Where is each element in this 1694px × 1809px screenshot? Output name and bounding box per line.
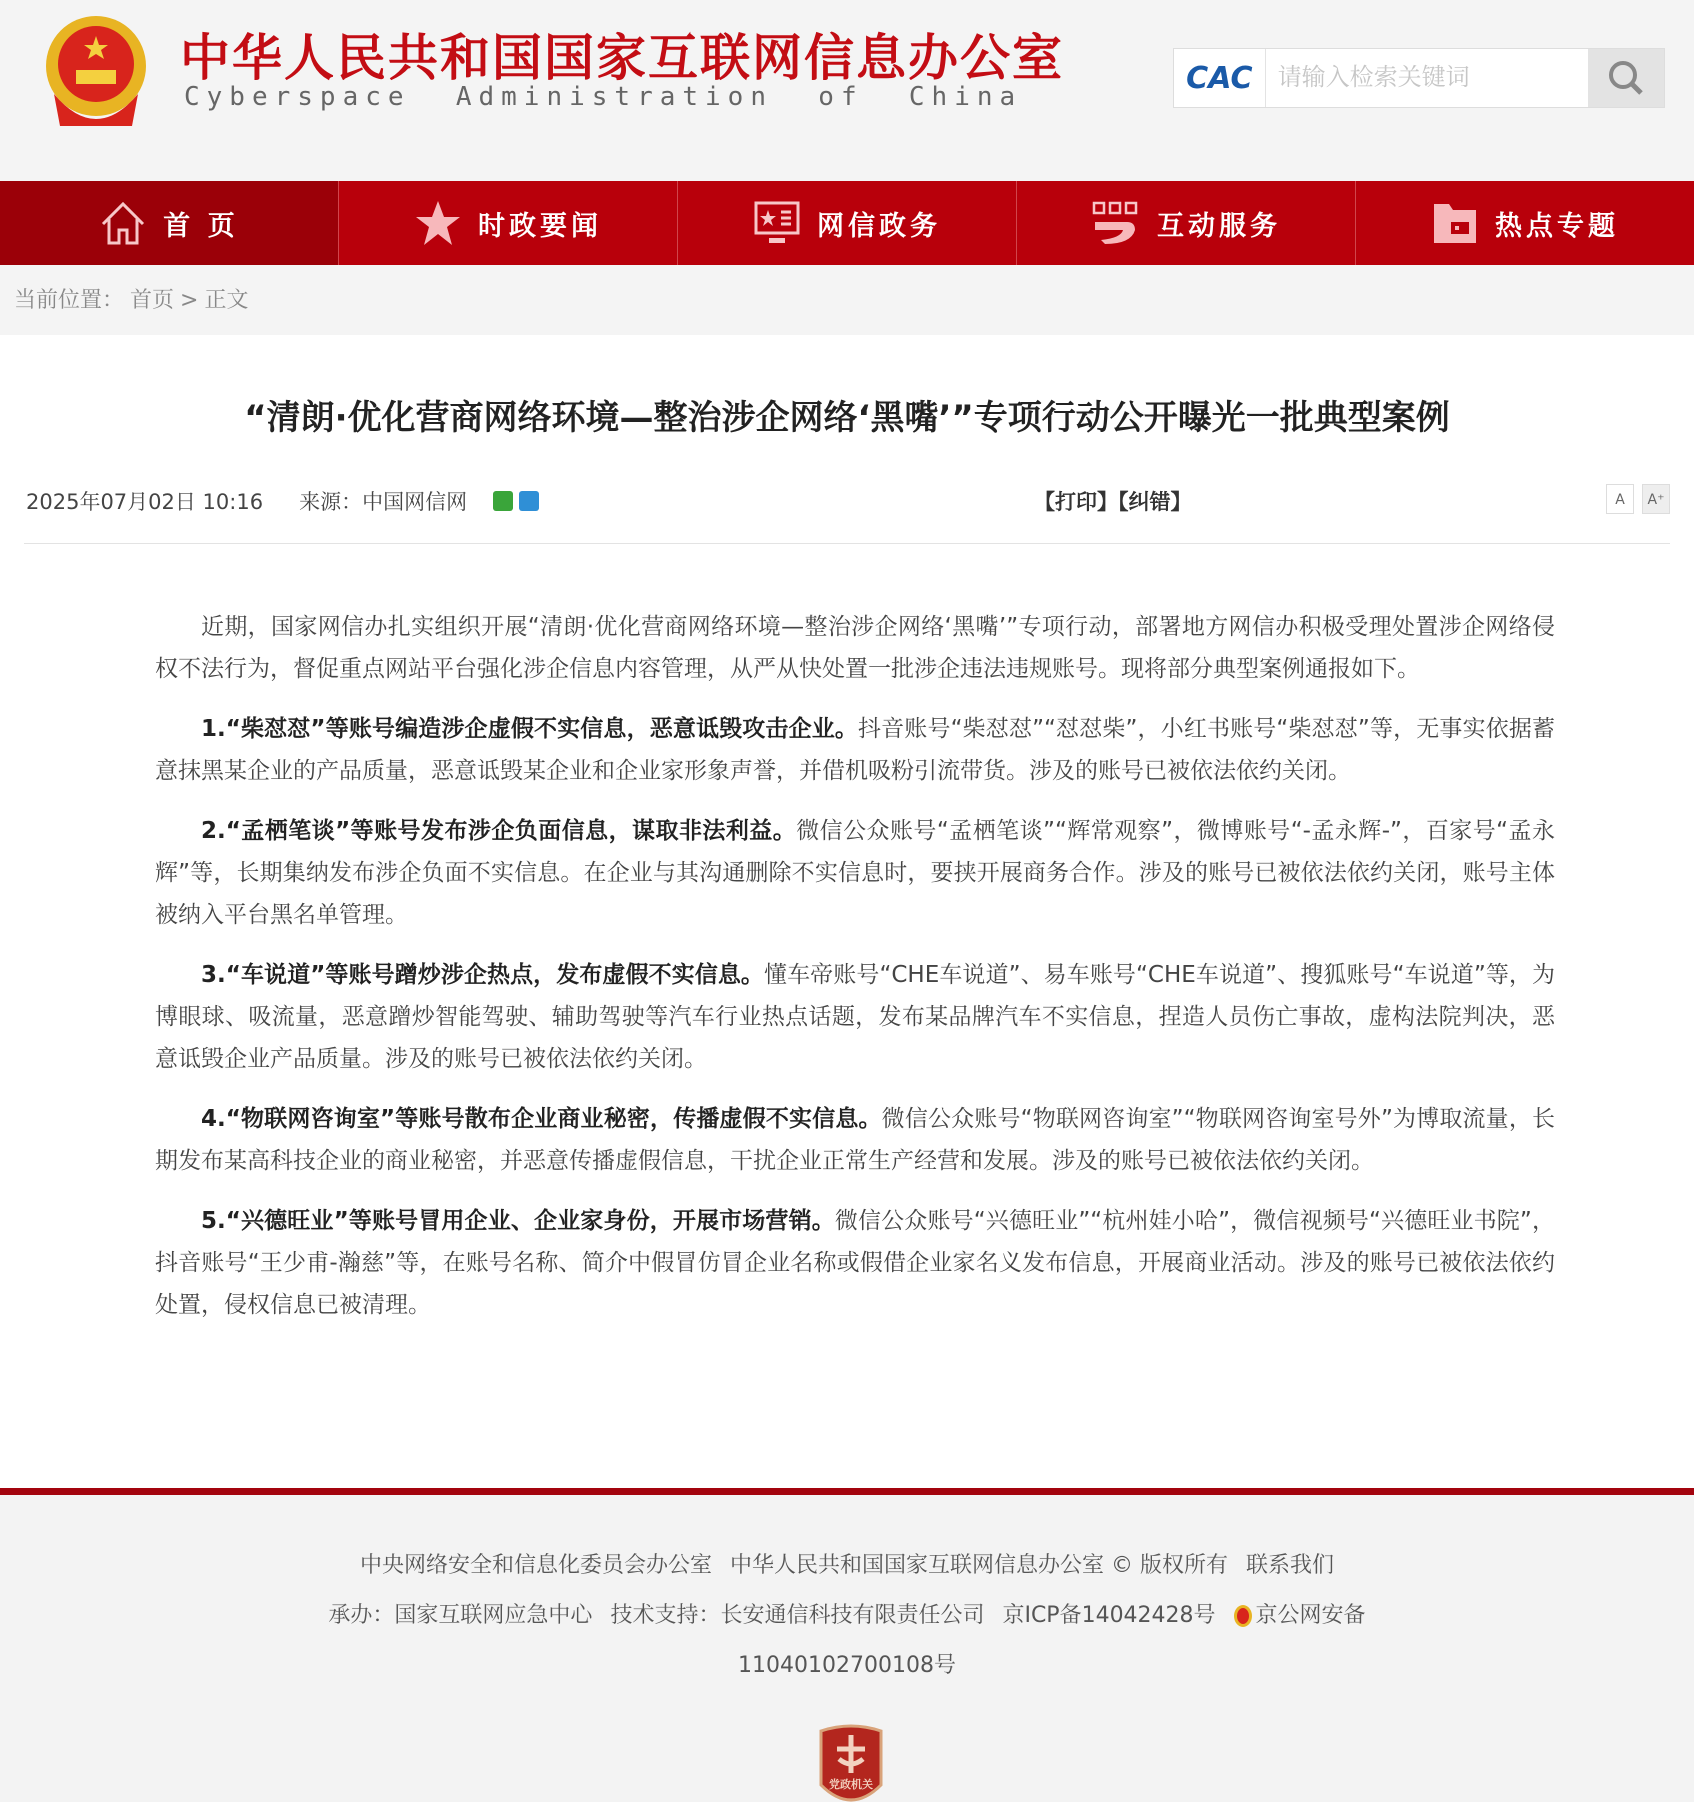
correction-link[interactable]: 【纠错】	[1118, 490, 1192, 514]
breadcrumb-home[interactable]: 首页	[130, 288, 175, 313]
nav-interaction[interactable]	[1017, 181, 1356, 265]
breadcrumb-current: 正文	[204, 288, 249, 313]
search-input[interactable]	[1266, 49, 1588, 107]
case-lead: 5.“兴德旺业”等账号冒用企业、企业家身份，开展市场营销。	[201, 1208, 835, 1234]
nav-affairs[interactable]	[678, 181, 1017, 265]
nav-label: 互动服务	[1157, 210, 1281, 242]
icp-link[interactable]: 京ICP备14042428号	[1002, 1603, 1216, 1628]
footer-copyright: 中华人民共和国国家互联网信息办公室 © 版权所有	[730, 1553, 1228, 1578]
wechat-share-icon[interactable]	[493, 491, 513, 511]
source-name: 中国网信网	[362, 490, 468, 514]
case-paragraph	[155, 708, 1555, 792]
case-lead: 3.“车说道”等账号蹭炒涉企热点，发布虚假不实信息。	[201, 962, 765, 988]
search-icon	[1606, 58, 1646, 98]
site-subtitle: Cyberspace Administration of China	[184, 82, 1023, 112]
font-larger-button[interactable]: A⁺	[1642, 484, 1670, 514]
search-bar	[1173, 48, 1665, 108]
nav-home[interactable]	[0, 181, 339, 265]
case-lead: 1.“柴怼怼”等账号编造涉企虚假不实信息，恶意诋毁攻击企业。	[201, 716, 859, 742]
source-label: 来源：	[299, 490, 363, 514]
breadcrumb	[0, 265, 1694, 335]
case-text: 微信公众账号“孟栖笔谈”“辉常观察”，微博账号“-孟永辉-”，百家号“孟永辉”等，长期集纳发布涉企负面不实信息。在企业与其沟通删除不实信息时，要挟开展商务合作。涉及的账号已被依法依约关闭，账号主体被纳入平台黑名单管理。	[155, 818, 1555, 928]
case-text: 抖音账号“柴怼怼”“怼怼柴”，小红书账号“柴怼怼”等，无事实依据蓄意抹黑某企业的产品质量，恶意诋毁某企业和企业家形象声誉，并借机吸粉引流带货。涉及的账号已被依法依约关闭。	[155, 716, 1555, 784]
star-icon	[414, 199, 462, 247]
case-text: 微信公众账号“物联网咨询室”“物联网咨询室号外”为博取流量，长期发布某高科技企业的商业秘密，并恶意传播虚假信息，干扰企业正常生产经营和发展。涉及的账号已被依法依约关闭。	[155, 1106, 1555, 1174]
main-nav	[0, 181, 1694, 265]
site-title: 中华人民共和国国家互联网信息办公室	[180, 29, 1064, 87]
publish-date: 2025年07月02日 10:16	[26, 490, 264, 514]
cac-logo: CAC	[1174, 49, 1266, 107]
nav-news[interactable]	[339, 181, 678, 265]
home-icon	[99, 200, 147, 246]
case-lead: 4.“物联网咨询室”等账号散布企业商业秘密，传播虚假不实信息。	[201, 1106, 882, 1132]
print-link[interactable]: 【打印】	[1034, 490, 1118, 514]
nav-label: 热点专题	[1495, 210, 1619, 242]
article-meta	[24, 484, 1670, 544]
police-record-number: 11040102700108号	[738, 1653, 956, 1678]
contact-link[interactable]: 联系我们	[1246, 1553, 1335, 1578]
breadcrumb-label: 当前位置：	[14, 288, 125, 313]
national-emblem-icon	[40, 14, 152, 132]
police-record-link[interactable]: 京公网安备	[1255, 1603, 1366, 1628]
case-paragraph	[155, 810, 1555, 936]
case-paragraph	[155, 1200, 1555, 1326]
handshake-icon	[1091, 200, 1141, 246]
case-lead: 2.“孟栖笔谈”等账号发布涉企负面信息，谋取非法利益。	[201, 818, 797, 844]
case-paragraph	[155, 954, 1555, 1080]
nav-label: 网信政务	[817, 210, 941, 242]
government-site-badge-icon	[815, 1723, 887, 1809]
government-site-badge[interactable]	[815, 1723, 887, 1809]
case-text: 微信公众账号“兴德旺业”“杭州娃小哈”，微信视频号“兴德旺业书院”，抖音账号“王少甫-瀚慈”等，在账号名称、简介中假冒仿冒企业名称或假借企业家名义发布信息，开展商业活动。涉及的账号已被依法依约处置，侵权信息已被清理。	[155, 1208, 1555, 1318]
footer-org: 中央网络安全和信息化委员会办公室	[359, 1553, 712, 1578]
case-paragraph	[155, 1098, 1555, 1182]
nav-topics[interactable]	[1356, 181, 1694, 265]
nav-label: 首 页	[163, 210, 239, 242]
article-body	[155, 606, 1555, 1326]
article-title: “清朗·优化营商网络环境—整治涉企网络‘黑嘴’”专项行动公开曝光一批典型案例	[244, 398, 1450, 438]
police-badge-icon	[1234, 1605, 1252, 1627]
case-text: 懂车帝账号“CHE车说道”、易车账号“CHE车说道”、搜狐账号“车说道”等，为博眼球、吸流量，恶意蹭炒智能驾驶、辅助驾驶等汽车行业热点话题，发布某品牌汽车不实信息，捏造人员伤亡事故，虚构法院判决，恶意诋毁企业产品质量。涉及的账号已被依法依约关闭。	[155, 962, 1555, 1072]
nav-label: 时政要闻	[478, 210, 602, 242]
footer-tech: 技术支持：长安通信科技有限责任公司	[610, 1603, 985, 1628]
site-header	[0, 0, 1694, 181]
qzone-share-icon[interactable]	[519, 491, 539, 511]
footer-host: 承办：国家互联网应急中心	[328, 1603, 593, 1628]
search-button[interactable]	[1588, 49, 1664, 107]
folder-icon	[1431, 200, 1479, 246]
site-footer	[0, 1488, 1694, 1802]
font-smaller-button[interactable]: A	[1606, 484, 1634, 514]
breadcrumb-separator: >	[180, 288, 199, 313]
monitor-icon	[753, 200, 801, 246]
intro-paragraph: 近期，国家网信办扎实组织开展“清朗·优化营商网络环境—整治涉企网络‘黑嘴’”专项行动，部署地方网信办积极受理处置涉企网络侵权不法行为，督促重点网站平台强化涉企信息内容管理，从严从快处置一批涉企违法违规账号。现将部分典型案例通报如下。	[155, 614, 1555, 682]
badge-text: 党政机关	[829, 1778, 873, 1791]
